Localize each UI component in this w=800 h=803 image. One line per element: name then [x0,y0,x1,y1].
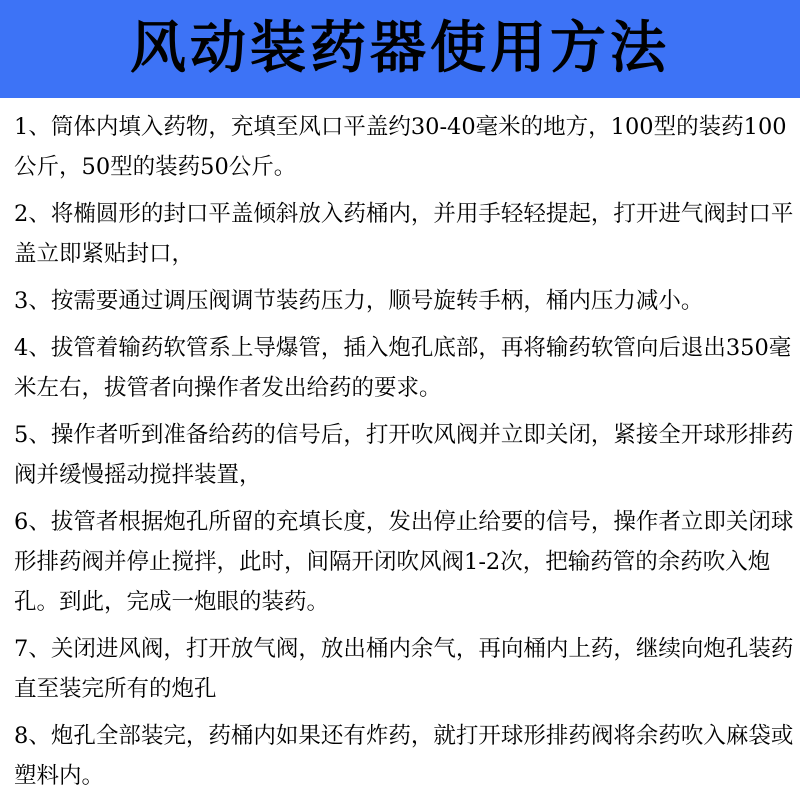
page-title: 风动装药器使用方法 [130,16,670,81]
instruction-step-4: 4、拔管着输药软管系上导爆管，插入炮孔底部，再将输药软管向后退出350毫米左右，拔管者向操作者发出给药的要求。 [14,335,792,401]
instruction-step-8: 8、炮孔全部装完，药桶内如果还有炸药，就打开球形排药阀将余药吹入麻袋或塑料内。 [14,723,794,789]
title-banner [0,0,800,98]
instructions-list [14,107,798,803]
instruction-step-6: 6、拔管者根据炮孔所留的充填长度，发出停止给要的信号，操作者立即关闭球形排药阀并停止搅拌，此时，间隔开闭吹风阀1-2次，把输药管的余药吹入炮孔。到此，完成一炮眼的装药。 [14,509,794,615]
instruction-step-5: 5、操作者听到准备给药的信号后，打开吹风阀并立即关闭，紧接全开球形排药阀并缓慢摇动搅拌装置， [14,422,794,488]
instruction-step-7: 7、关闭进风阀，打开放气阀，放出桶内余气，再向桶内上药，继续向炮孔装药直至装完所有的炮孔 [14,636,794,702]
instruction-step-1: 1、筒体内填入药物，充填至风口平盖约30-40毫米的地方，100型的装药100公斤，50型的装药50公斤。 [14,114,787,180]
instruction-step-2: 2、将椭圆形的封口平盖倾斜放入药桶内，并用手轻轻提起，打开进气阀封口平盖立即紧贴封口， [14,201,794,267]
instruction-step-3: 3、按需要通过调压阀调节装药压力，顺号旋转手柄，桶内压力减小。 [14,288,704,314]
